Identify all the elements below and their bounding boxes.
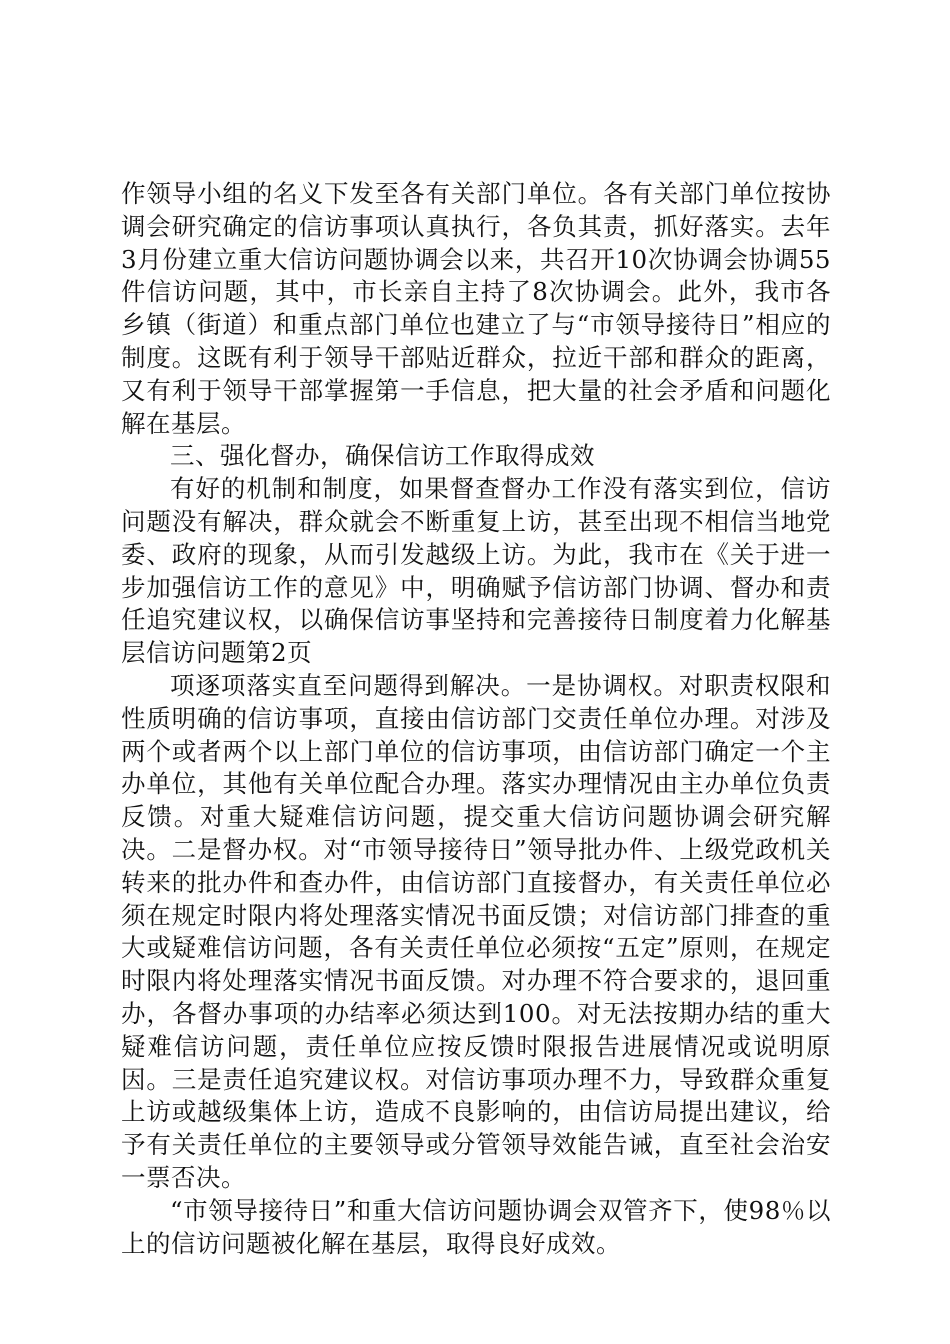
paragraph-continuation: 作领导小组的名义下发至各有关部门单位。各有关部门单位按协调会研究确定的信访事项认真执行，各负其责，抓好落实。去年3月份建立重大信访问题协调会以来，共召开10次协调会协调55件信访问题，其中，市长亲自主持了8次协调会。此外，我市各乡镇（街道）和重点部门单位也建立了与“市领导接待日”相应的制度。这既有利于领导干部贴近群众，拉近干部和群众的距离，又有利于领导干部掌握第一手信息，把大量的社会矛盾和问题化解在基层。 — [121, 179, 831, 438]
paragraph-powers: 项逐项落实直至问题得到解决。一是协调权。对职责权限和性质明确的信访事项，直接由信访部门交责任单位办理。对涉及两个或者两个以上部门单位的信访事项，由信访部门确定一个主办单位，其他有关单位配合办理。落实办理情况由主办单位负责反馈。对重大疑难信访问题，提交重大信访问题协调会研究解决。二是督办权。对“市领导接待日”领导批办件、上级党政机关转来的批办件和查办件，由信访部门直接督办，有关责任单位必须在规定时限内将处理落实情况书面反馈；对信访部门排查的重大或疑难信访问题，各有关责任单位必须按“五定”原则，在规定时限内将处理落实情况书面反馈。对办理不符合要求的，退回重办，各督办事项的办结率必须达到100。对无法按期办结的重大疑难信访问题，责任单位应按反馈时限报告进展情况或说明原因。三是责任追究建议权。对信访事项办理不力，导致群众重复上访或越级集体上访，造成不良影响的，由信访局提出建议，给予有关责任单位的主要领导或分管领导效能告诫，直至社会治安一票否决。 — [121, 670, 831, 1192]
section-heading: 三、强化督办，确保信访工作取得成效 — [170, 441, 595, 471]
paragraph-mechanism: 有好的机制和制度，如果督查督办工作没有落实到位，信访问题没有解决，群众就会不断重复上访，甚至出现不相信当地党委、政府的现象，从而引发越级上访。为此，我市在《关于进一步加强信访工作的意见》中，明确赋予信访部门协调、督办和责任追究建议权，以确保信访事坚持和完善接待日制度着力化解基层信访问题第2页 — [121, 474, 831, 668]
document-body — [121, 178, 831, 1260]
paragraph-conclusion: “市领导接待日”和重大信访问题协调会双管齐下，使98％以上的信访问题被化解在基层，取得良好成效。 — [121, 1195, 831, 1258]
